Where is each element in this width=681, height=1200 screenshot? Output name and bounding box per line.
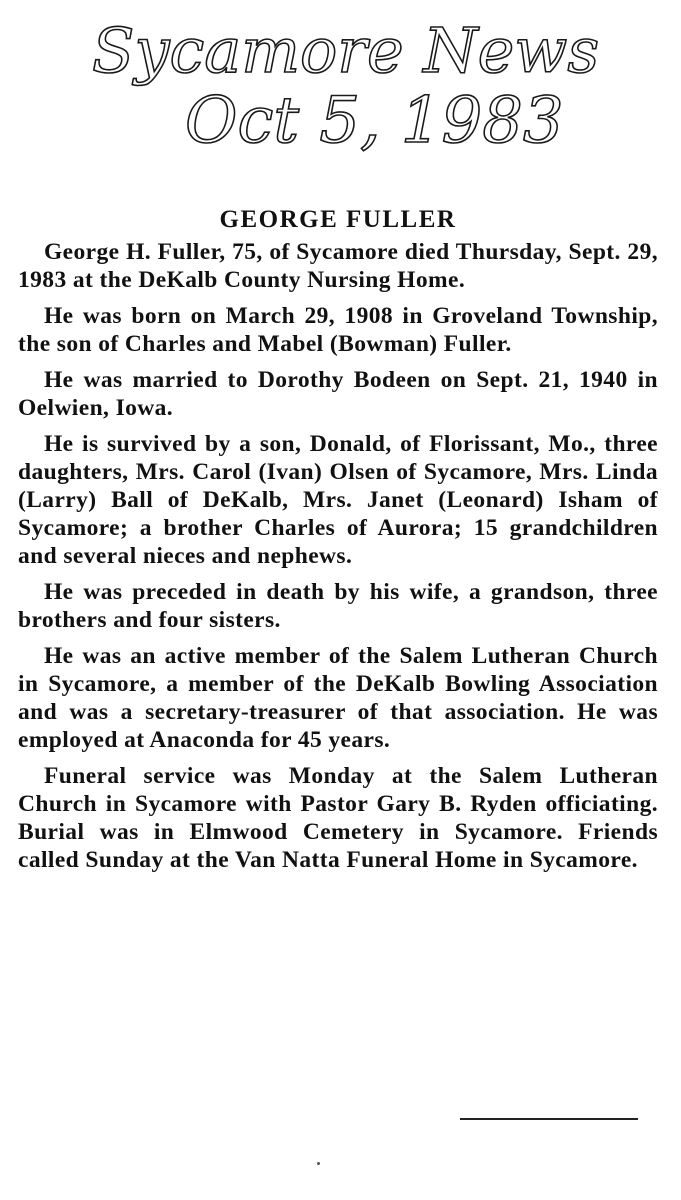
obituary-paragraph: He was born on March 29, 1908 in Groveland Township, the son of Charles and Mabel (Bowman) Fuller. — [18, 303, 658, 357]
obituary-paragraph: He was married to Dorothy Bodeen on Sept. 21, 1940 in Oelwien, Iowa. — [18, 367, 658, 421]
obituary-headline: GEORGE FULLER — [219, 206, 457, 233]
obituary-paragraph: George H. Fuller, 75, of Sycamore died Thursday, Sept. 29, 1983 at the DeKalb County Nursing Home. — [18, 239, 658, 293]
obituary-paragraph: He was an active member of the Salem Lutheran Church in Sycamore, a member of the DeKalb Bowling Association and was a secretary-treasurer of that association. He was employed at Anaconda for 45 years. — [18, 643, 658, 753]
end-rule — [460, 1118, 638, 1120]
paper-speck — [317, 1162, 320, 1165]
obituary-paragraph: Funeral service was Monday at the Salem Lutheran Church in Sycamore with Pastor Gary B. Ryden officiating. Burial was in Elmwood Cemetery in Sycamore. Friends called Sunday at the Van Natta Funeral Home in Sycamore. — [18, 763, 658, 873]
handwritten-publication: Sycamore News — [92, 14, 600, 87]
handwritten-annotation — [0, 0, 681, 180]
obituary-paragraph: He was preceded in death by his wife, a grandson, three brothers and four sisters. — [18, 579, 658, 633]
handwritten-date: Oct 5, 1983 — [185, 84, 564, 158]
obituary-clipping — [18, 196, 658, 882]
obituary-paragraph: He is survived by a son, Donald, of Florissant, Mo., three daughters, Mrs. Carol (Ivan) Olsen of Sycamore, Mrs. Linda (Larry) Ball of DeKalb, Mrs. Janet (Leonard) Isham of Sycamore; a brother Charles of Aurora; 15 grandchildren and several nieces and nephews. — [18, 431, 658, 569]
